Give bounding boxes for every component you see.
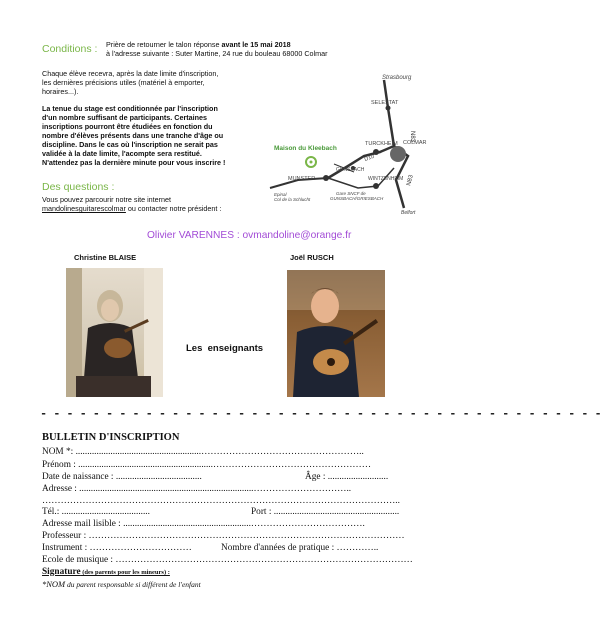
- wintzenheim-dot: [373, 183, 379, 189]
- mail-field[interactable]: Adresse mail lisible : .......................................................……………………………….: [42, 519, 365, 529]
- teacher-2-name: Joël RUSCH: [290, 253, 334, 262]
- adresse2-field[interactable]: ……………………………………………………………………………………………………..: [42, 496, 400, 506]
- conditions-line1: Prière de retourner le talon réponse: [106, 40, 222, 49]
- naissance-row: [42, 472, 412, 482]
- port-field[interactable]: Port : ......................................................: [251, 507, 400, 517]
- road-munster-colmar: [328, 146, 394, 178]
- label-d10: D10: [363, 153, 376, 163]
- label-wintzenheim: WINTZENHEIM: [368, 176, 404, 182]
- conditions-line2: à l'adresse suivante : Suter Martine, 24 rue du bouleau 68000 Colmar: [106, 49, 328, 58]
- questions-heading: Des questions :: [42, 181, 115, 193]
- website-link[interactable]: mandolinesguitarescolmar: [42, 204, 126, 213]
- form-title: BULLETIN D'INSCRIPTION: [42, 432, 180, 443]
- annees-field[interactable]: Nombre d'années de pratique : …………..: [221, 543, 379, 553]
- footnote: *NOM du parent responsable si différent de l'enfant: [42, 579, 201, 589]
- label-n83-top: N83: [409, 131, 415, 143]
- label-strasbourg: Strasbourg: [382, 75, 412, 81]
- label-gare: Gare SNCF de: [336, 191, 366, 196]
- instrument-row: [42, 543, 412, 553]
- label-belfort: Belfort: [401, 210, 416, 216]
- munster-dot: [323, 175, 329, 181]
- selestat-dot: [386, 106, 391, 111]
- nom-field[interactable]: NOM *: ......................................................……………………………………………..: [42, 447, 364, 457]
- teacher-2-photo: [287, 270, 385, 397]
- label-turckheim: TURCKHEIM: [365, 141, 398, 147]
- label-munster: MUNSTER: [288, 176, 316, 182]
- info-paragraph-2: La tenue du stage est conditionnée par l'inscription d'un nombre suffisant de participants. Certaines inscriptions pourront être étudiées en fonction du nombre d'élèves présents dans une tranche d'âge ou discipline. Dans le cas où l'inscription ne serait pas validée à la date limite, l'acompte sera restitué. N'attendez pas la dernière minute pour vous inscrire !: [42, 104, 226, 167]
- prenom-field[interactable]: Prénom : ..........................................................……………………………………………: [42, 460, 372, 470]
- label-maison: Maison du Kleebach: [274, 145, 337, 152]
- deadline: avant le 15 mai 2018: [221, 40, 291, 49]
- tel-row: [42, 507, 412, 517]
- conditions-section: [42, 39, 97, 57]
- professeur-field[interactable]: Professeur : …………………………………………………………………………………………: [42, 531, 405, 541]
- turckheim-dot: [373, 149, 379, 155]
- label-gare2: GUNSBACH/GRIESBACH: [330, 196, 384, 201]
- road-strasbourg: [384, 80, 394, 146]
- signature-row: [42, 567, 170, 577]
- cut-line: - - - - - - - - - - - - - - - - - - - - - - - - - - - - - - - - - - - - - - - - - - -: [40, 407, 601, 421]
- label-selestat: SELESTAT: [371, 100, 399, 106]
- label-n83-bottom: N83: [406, 174, 415, 187]
- signature-note: (des parents pour les mineurs) :: [80, 569, 170, 576]
- instrument-field[interactable]: Instrument : ……………………………: [42, 543, 192, 553]
- questions-text: Vous pouvez parcourir notre site internet mandolinesguitarescolmar ou contacter notre président :: [42, 195, 222, 213]
- teacher-1-photo: [66, 268, 163, 397]
- label-epinal: Epinal: [274, 192, 287, 197]
- contact-line: Olivier VARENNES : ovmandoline@orange.fr: [147, 230, 352, 241]
- label-colmar: COLMAR: [403, 140, 427, 146]
- conditions-heading: Conditions :: [42, 43, 98, 55]
- ecole-field[interactable]: Ecole de musique : ……………………………………………………………………………………: [42, 555, 413, 565]
- tel-field[interactable]: Tél.: ......................................: [42, 507, 150, 517]
- age-field[interactable]: Âge : ..........................: [305, 472, 389, 482]
- signature-label: Signature: [42, 567, 81, 577]
- naissance-field[interactable]: Date de naissance : .....................................: [42, 472, 202, 482]
- conditions-text: [106, 40, 426, 58]
- adresse-field[interactable]: Adresse : ...........................................................................…………………………..: [42, 484, 352, 494]
- teachers-caption: Les enseignants: [186, 343, 264, 354]
- label-gunsbach: GUNSBACH: [336, 167, 365, 173]
- colmar-dot: [390, 146, 406, 162]
- info-paragraph-1: Chaque élève recevra, après la date limite d'inscription, les dernières précisions utiles (matériel à emporter, horaires...).: [42, 69, 219, 96]
- label-col: Col de la Schlucht: [274, 197, 311, 202]
- location-map: [268, 68, 438, 216]
- teacher-1-name: Christine BLAISE: [74, 253, 137, 262]
